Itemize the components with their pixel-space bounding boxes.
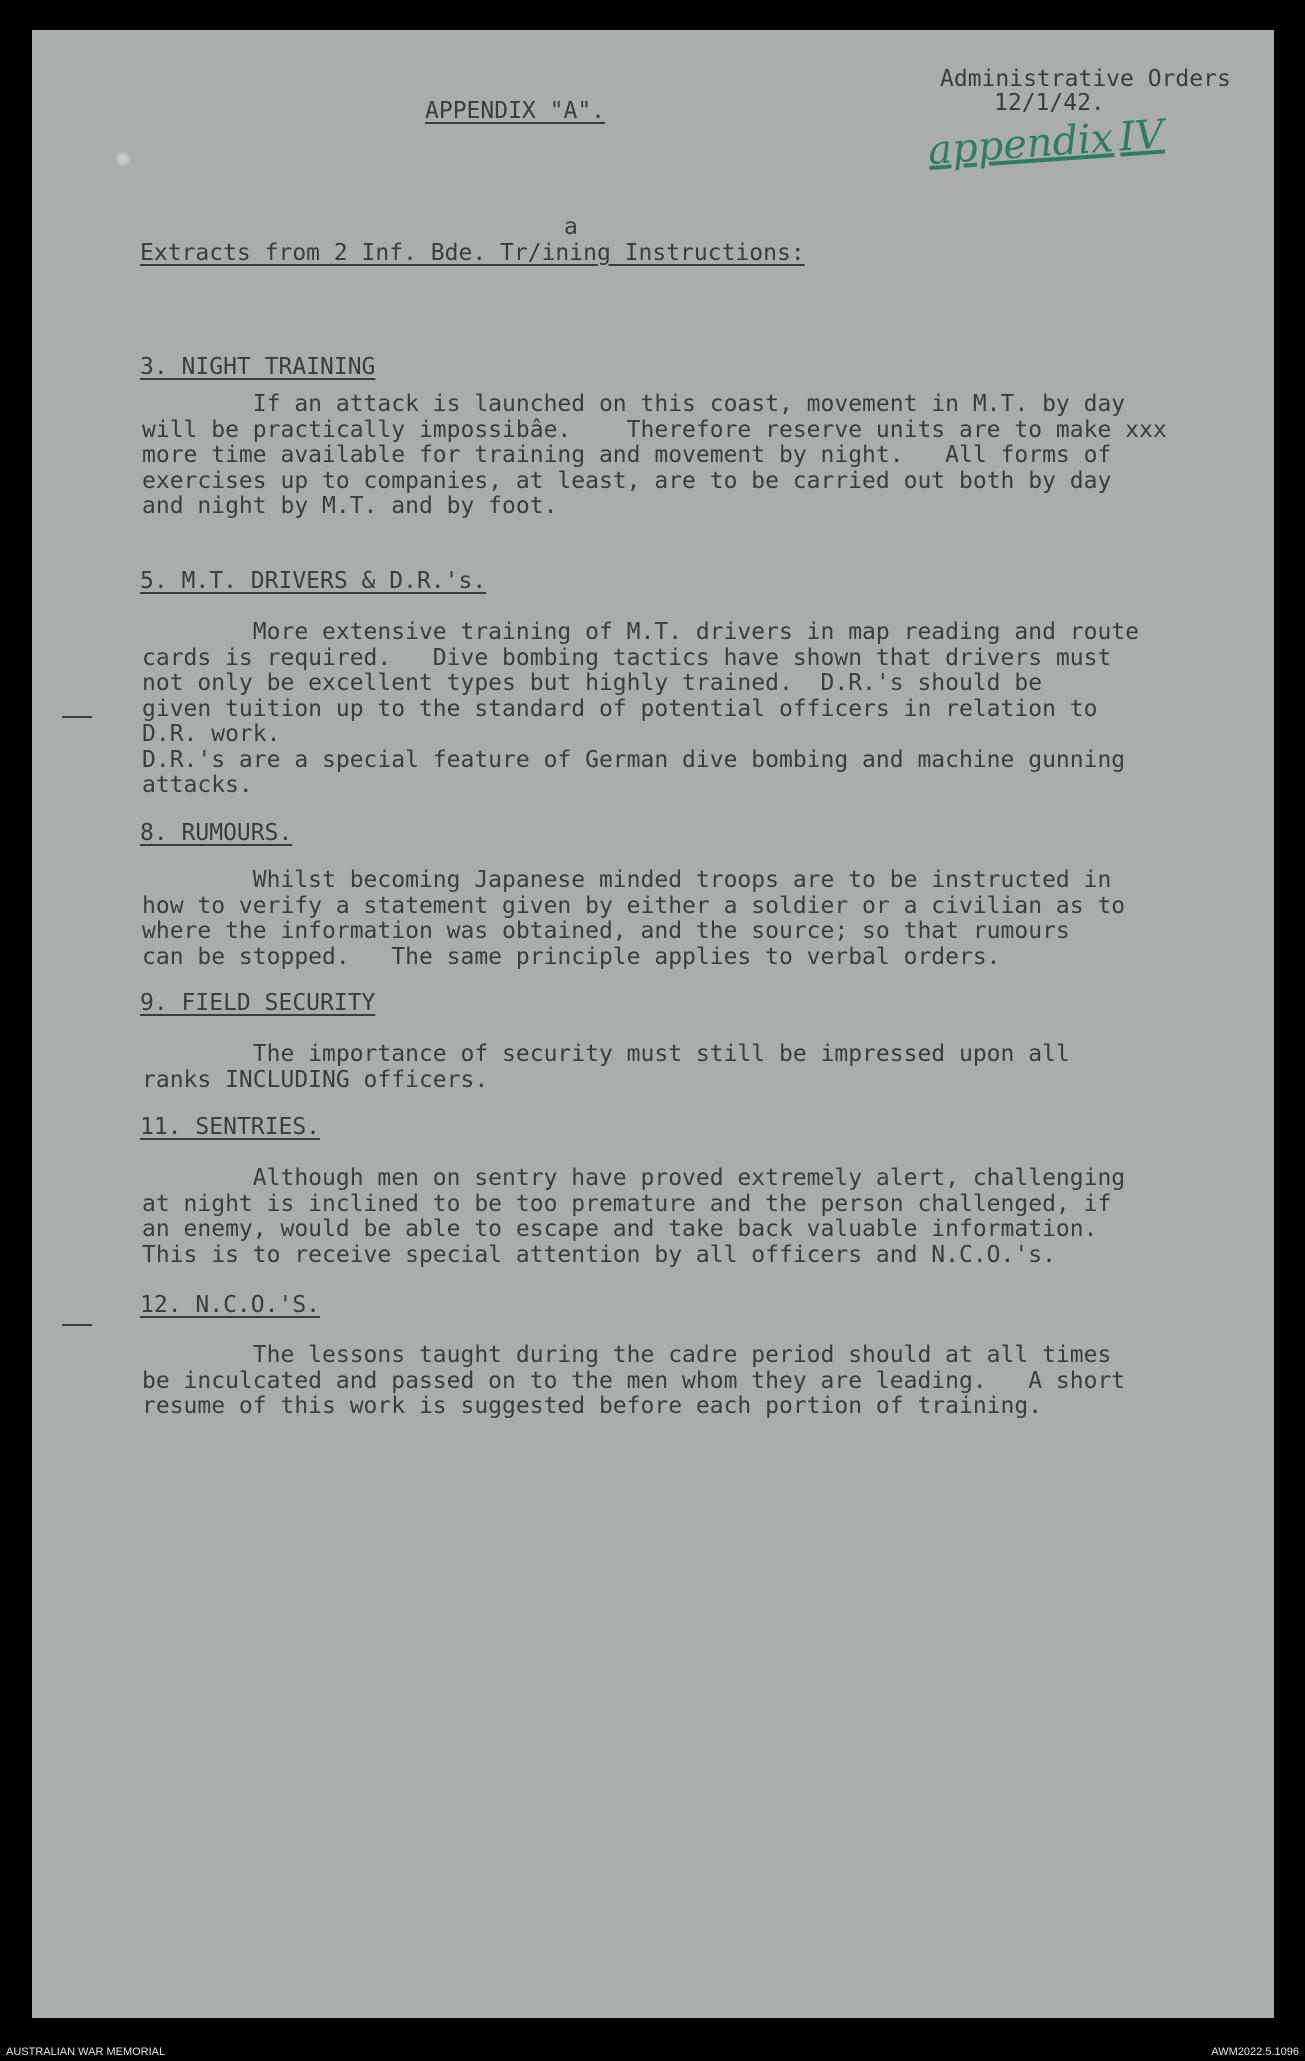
footer-source: AUSTRALIAN WAR MEMORIAL [6, 2046, 166, 2058]
margin-mark [62, 716, 92, 718]
section-heading: 12. N.C.O.'S. [140, 1292, 321, 1318]
section-heading: 5. M.T. DRIVERS & D.R.'s. [140, 568, 487, 594]
document-page [32, 30, 1274, 2018]
section-body: More extensive training of M.T. drivers in map reading and route cards is required. Dive bombing tactics have shown that drivers must not only be excellent types but highly trained. D.R.'s should be given tuition up to the standard of potential officers in relation to D.R. work. D.R.'s are a special feature of German dive bombing and machine gunning attacks. [142, 619, 1139, 798]
section-heading: 3. NIGHT TRAINING [140, 354, 376, 380]
section-heading: 8. RUMOURS. [140, 820, 293, 846]
handwritten-annotation [921, 112, 1166, 175]
extracts-heading: Extracts from 2 Inf. Bde. Tr/ining Instructions: [140, 240, 805, 266]
orders-label: Administrative Orders [940, 66, 1231, 92]
orders-date: 12/1/42. [994, 90, 1105, 116]
appendix-title: APPENDIX "A". [425, 98, 606, 124]
section-body: The lessons taught during the cadre period should at all times be inculcated and passed on to the men whom they are leading. A short resume of this work is suggested before each portion of training. [142, 1342, 1126, 1419]
section-body: Although men on sentry have proved extremely alert, challenging at night is inclined to be too premature and the person challenged, if an enemy, would be able to escape and take back valuable information. This is to receive special attention by all officers and N.C.O.'s. [142, 1165, 1126, 1268]
annotation-numeral: IV [1117, 111, 1166, 161]
section-body: The importance of security must still be impressed upon all ranks INCLUDING officers. [142, 1041, 1070, 1093]
footer-reference: AWM2022.5.1096 [1211, 2046, 1299, 2058]
margin-mark [62, 1324, 92, 1326]
punch-hole [114, 150, 132, 168]
insert-correction: a [564, 214, 578, 240]
annotation-text: appendix [926, 115, 1115, 174]
section-body: Whilst becoming Japanese minded troops are to be instructed in how to verify a statement given by either a soldier or a civilian as to where the information was obtained, and the source; so that rumours can be stopped. The same principle applies to verbal orders. [142, 867, 1126, 970]
section-heading: 11. SENTRIES. [140, 1114, 321, 1140]
section-body: If an attack is launched on this coast, movement in M.T. by day will be practically impossibâe. Therefore reserve units are to make xxx more time available for training and movement by night. All forms of exercises up to companies, at least, are to be carried out both by day and night by M.T. and by foot. [142, 391, 1167, 519]
section-heading: 9. FIELD SECURITY [140, 990, 376, 1016]
